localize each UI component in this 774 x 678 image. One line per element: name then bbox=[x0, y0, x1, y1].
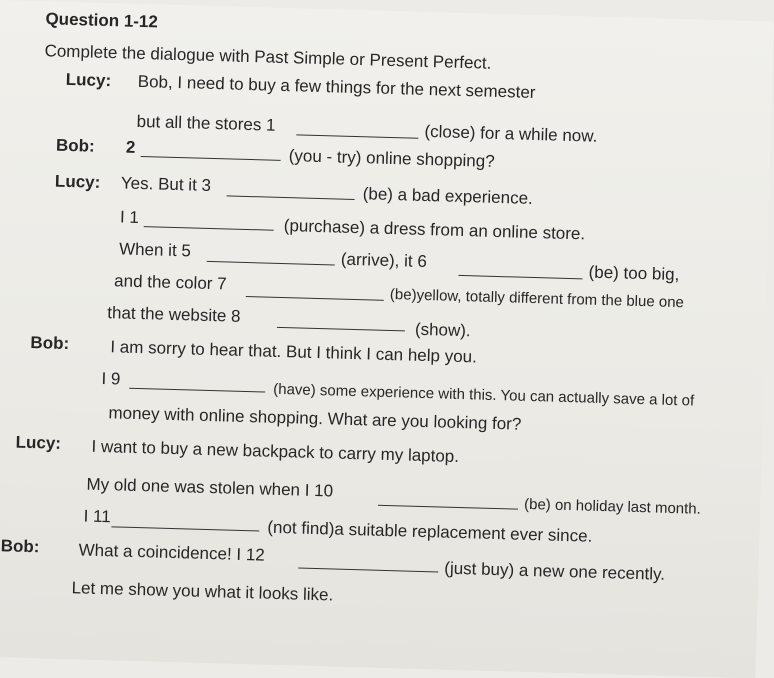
dialogue-line: (have) some experience with this. You can actually save a lot of bbox=[272, 380, 695, 410]
question-number: 2 bbox=[125, 137, 136, 157]
dialogue-line: (purchase) a dress from an online store. bbox=[283, 216, 586, 244]
answer-blank-2[interactable] bbox=[141, 156, 281, 161]
answer-blank-1[interactable] bbox=[296, 134, 418, 138]
speaker-lucy: Lucy: bbox=[15, 432, 62, 453]
dialogue-line: but all the stores 1 bbox=[136, 111, 276, 135]
dialogue-line: (not find)a suitable replacement ever since. bbox=[267, 517, 593, 546]
answer-blank-10[interactable] bbox=[378, 505, 518, 510]
dialogue-line: and the color 7 bbox=[113, 271, 227, 294]
dialogue-line: I 1 bbox=[119, 207, 140, 227]
answer-blank-7[interactable] bbox=[246, 296, 384, 301]
answer-blank-9[interactable] bbox=[129, 388, 265, 393]
dialogue-line: (be)yellow, totally different from the blue one bbox=[389, 286, 685, 312]
speaker-bob: Bob: bbox=[30, 332, 70, 354]
dialogue-line: I am sorry to hear that. But I think I can help you. bbox=[110, 337, 478, 367]
speaker-lucy: Lucy: bbox=[54, 171, 101, 192]
dialogue-line: (show). bbox=[414, 319, 471, 341]
instruction-text: Complete the dialogue with Past Simple or Present Perfect. bbox=[44, 41, 492, 73]
dialogue-line: I 9 bbox=[101, 368, 121, 389]
speaker-bob: Bob: bbox=[0, 536, 40, 557]
answer-blank-5[interactable] bbox=[207, 261, 335, 266]
answer-blank-3[interactable] bbox=[227, 195, 355, 200]
dialogue-line: (just buy) a new one recently. bbox=[444, 558, 666, 584]
dialogue-line: (be) a bad experience. bbox=[362, 184, 534, 208]
dialogue-line: Let me show you what it looks like. bbox=[71, 578, 334, 605]
dialogue-line: (be) on holiday last month. bbox=[523, 495, 702, 518]
dialogue-line: What a coincidence! I 12 bbox=[78, 540, 266, 565]
answer-blank-6[interactable] bbox=[458, 275, 582, 279]
answer-blank-12[interactable] bbox=[298, 568, 438, 573]
answer-blank-4[interactable] bbox=[144, 226, 274, 231]
dialogue-line: Yes. But it 3 bbox=[120, 173, 212, 195]
dialogue-line: When it 5 bbox=[118, 239, 192, 261]
question-heading: Question 1-12 bbox=[45, 9, 159, 32]
dialogue-line: (you - try) online shopping? bbox=[288, 146, 495, 171]
speaker-lucy: Lucy: bbox=[65, 69, 112, 91]
speaker-bob: Bob: bbox=[55, 135, 95, 156]
dialogue-line: (close) for a while now. bbox=[424, 121, 598, 146]
dialogue-line: money with online shopping. What are you looking for? bbox=[108, 403, 522, 434]
answer-blank-11[interactable] bbox=[111, 526, 259, 531]
dialogue-line: (be) too big, bbox=[588, 262, 680, 285]
dialogue-line: Bob, I need to buy a few things for the next semester bbox=[137, 71, 536, 102]
dialogue-line: I 11 bbox=[83, 506, 111, 527]
dialogue-line: (arrive), it 6 bbox=[340, 249, 428, 272]
dialogue-line: My old one was stolen when I 10 bbox=[86, 474, 334, 501]
dialogue-line: I want to buy a new backpack to carry my laptop. bbox=[91, 436, 460, 466]
dialogue-line: that the website 8 bbox=[107, 303, 241, 326]
answer-blank-8[interactable] bbox=[277, 327, 405, 332]
